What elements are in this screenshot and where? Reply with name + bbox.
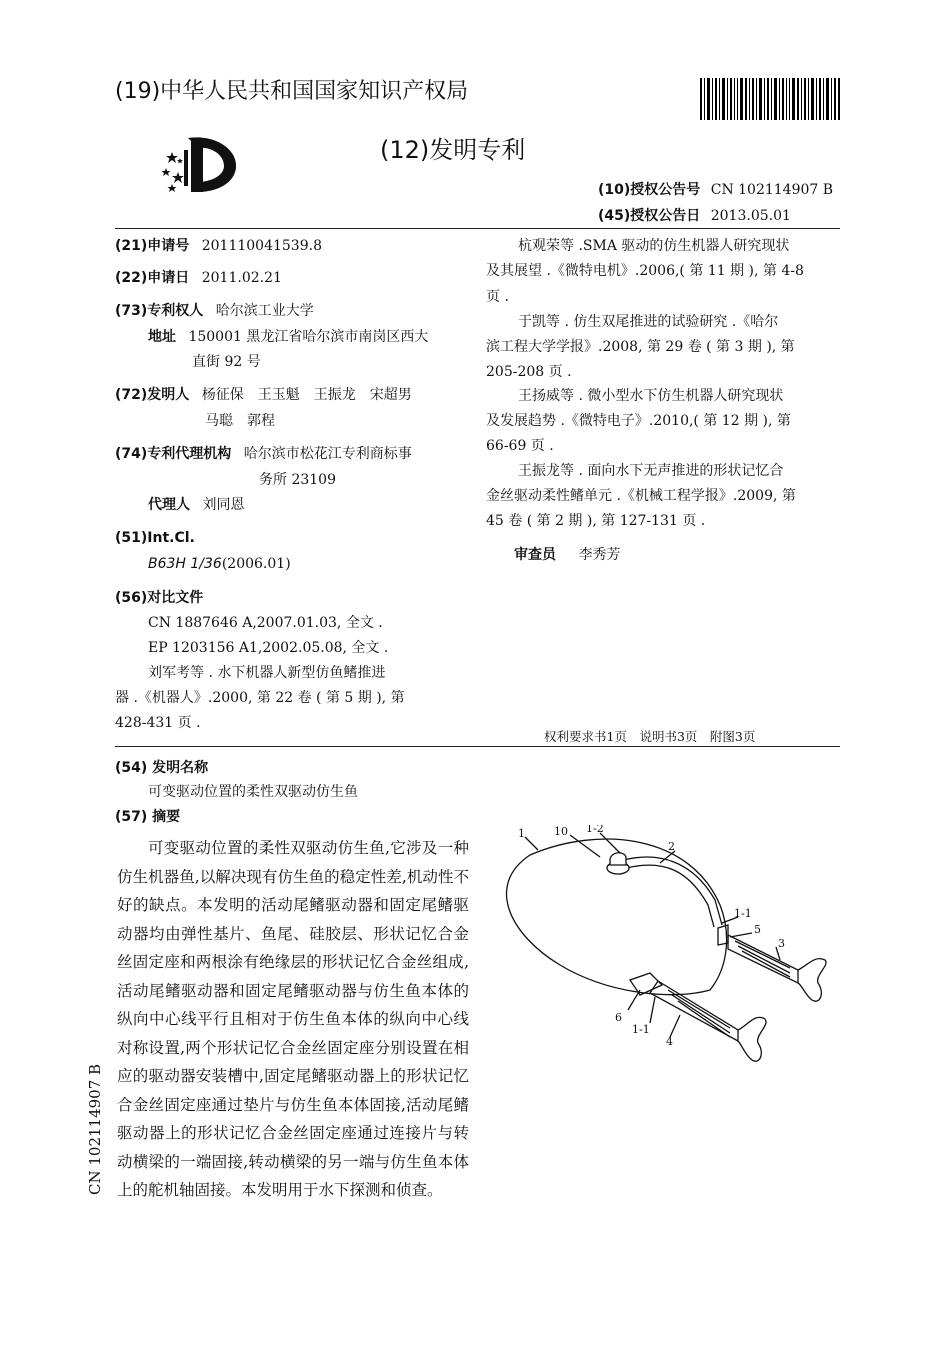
ref-item: CN 1887646 A,2007.01.03, 全文 . bbox=[148, 615, 383, 631]
address-line1: 150001 黑龙江省哈尔滨市南岗区西大 bbox=[188, 329, 429, 345]
ref-item: 王扬威等 . 微小型水下仿生机器人研究现状 bbox=[518, 388, 784, 404]
fig-label: 1-1 bbox=[632, 1023, 650, 1036]
ref-item: 金丝驱动柔性鳍单元 .《机械工程学报》.2009, 第 bbox=[486, 488, 796, 504]
pub-date-label: (45)授权公告日 bbox=[598, 208, 701, 224]
sipo-logo bbox=[158, 130, 244, 196]
patentee-label: (73)专利权人 bbox=[115, 303, 204, 319]
barcode bbox=[700, 78, 840, 120]
ref-item: 及发展趋势 .《微特电子》.2010,( 第 12 期 ), 第 bbox=[486, 413, 791, 429]
agent-label: 代理人 bbox=[148, 497, 190, 513]
section-divider bbox=[115, 746, 840, 747]
app-no-label: (21)申请号 bbox=[115, 238, 190, 254]
pub-date: 2013.05.01 bbox=[710, 208, 791, 224]
intcl-class: B63H 1/36 bbox=[148, 556, 222, 572]
agency-label: (74)专利代理机构 bbox=[115, 446, 232, 462]
fig-label: 1-2 bbox=[586, 825, 604, 835]
ref-item: 于凯等 . 仿生双尾推进的试验研究 .《哈尔 bbox=[518, 314, 779, 330]
agency-line2: 务所 23109 bbox=[259, 472, 336, 488]
ref-item: 杭观荣等 .SMA 驱动的仿生机器人研究现状 bbox=[518, 238, 790, 254]
pub-no-label: (10)授权公告号 bbox=[598, 182, 701, 198]
pub-no: CN 102114907 B bbox=[710, 182, 834, 198]
page-counts: 权利要求书1页 说明书3页 附图3页 bbox=[544, 729, 756, 744]
app-no: 201110041539.8 bbox=[201, 238, 322, 254]
side-number-text: CN 102114907 B bbox=[86, 1063, 104, 1195]
inventors-label: (72)发明人 bbox=[115, 387, 190, 403]
app-date: 2011.02.21 bbox=[201, 270, 282, 286]
side-number bbox=[86, 1065, 108, 1195]
address-label: 地址 bbox=[148, 329, 176, 345]
abstract-text: 可变驱动位置的柔性双驱动仿生鱼,它涉及一种仿生机器鱼,以解决现有仿生鱼的稳定性差,机动性不好的缺点。本发明的活动尾鳍驱动器和固定尾鳍驱动器均由弹性基片、鱼尾、硅胶层、形状记忆合金丝固定座和两根涂有绝缘层的形状记忆合金丝组成,活动尾鳍驱动器和固定尾鳍驱动器与仿生鱼本体的纵向中心线平行且相对于仿生鱼本体的纵向中心线对称设置,两个形状记忆合金丝固定座分别设置在相应的驱动器安装槽中,固定尾鳍驱动器上的形状记忆合金丝固定座通过垫片与仿生鱼本体固接,活动尾鳍驱动器上的形状记忆合金丝固定座通过连接片与转动横梁的一端固接,转动横梁的另一端与仿生鱼本体上的舵机轴固接。本发明用于水下探测和侦查。 bbox=[117, 839, 469, 1199]
agent: 刘同恩 bbox=[202, 497, 245, 513]
fig-label: 1-1 bbox=[734, 907, 752, 920]
invention-title: 可变驱动位置的柔性双驱动仿生鱼 bbox=[148, 784, 358, 800]
fig-label: 4 bbox=[666, 1035, 673, 1048]
abstract-label: (57) 摘要 bbox=[115, 809, 181, 825]
ref-item: 45 卷 ( 第 2 期 ), 第 127-131 页 . bbox=[486, 513, 706, 529]
inventors-line2: 马聪 郭程 bbox=[205, 413, 275, 429]
fig-label: 3 bbox=[778, 937, 785, 950]
office-name: (19)中华人民共和国国家知识产权局 bbox=[115, 79, 469, 104]
title-label: (54) 发明名称 bbox=[115, 760, 209, 776]
doc-type: (12)发明专利 bbox=[380, 136, 526, 164]
refs-label: (56)对比文件 bbox=[115, 590, 204, 606]
app-date-label: (22)申请日 bbox=[115, 270, 190, 286]
intcl-year: (2006.01) bbox=[221, 556, 291, 572]
examiner: 李秀芳 bbox=[578, 547, 621, 563]
ref-item: 页 . bbox=[486, 289, 509, 305]
fig-label: 1 bbox=[518, 827, 525, 840]
fish-drawing bbox=[490, 825, 850, 1075]
header-divider bbox=[115, 228, 840, 229]
address-line2: 直街 92 号 bbox=[192, 354, 261, 370]
inventors-line1: 杨征保 王玉魁 王振龙 宋超男 bbox=[201, 387, 412, 403]
ref-item: 及其展望 .《微特电机》.2006,( 第 11 期 ), 第 4-8 bbox=[486, 263, 804, 279]
ref-item: 205-208 页 . bbox=[486, 364, 572, 380]
fig-label: 2 bbox=[668, 840, 675, 853]
fig-label: 5 bbox=[754, 923, 761, 936]
ref-item: 428-431 页 . bbox=[115, 715, 201, 731]
ref-item: 王振龙等 . 面向水下无声推进的形状记忆合 bbox=[518, 463, 784, 479]
fig-label: 6 bbox=[615, 1011, 622, 1024]
patentee: 哈尔滨工业大学 bbox=[215, 303, 314, 319]
intcl-label: (51)Int.Cl. bbox=[115, 530, 195, 546]
examiner-label: 审查员 bbox=[514, 547, 556, 563]
agency-line1: 哈尔滨市松花江专利商标事 bbox=[243, 446, 412, 462]
ref-item: 66-69 页 . bbox=[486, 438, 554, 454]
fig-label: 10 bbox=[554, 825, 568, 838]
ref-item: 滨工程大学学报》.2008, 第 29 卷 ( 第 3 期 ), 第 bbox=[486, 339, 795, 355]
ref-item: EP 1203156 A1,2002.05.08, 全文 . bbox=[148, 640, 389, 656]
ref-item: 器 .《机器人》.2000, 第 22 卷 ( 第 5 期 ), 第 bbox=[115, 690, 405, 706]
ref-item: 刘军考等 . 水下机器人新型仿鱼鳍推进 bbox=[148, 665, 386, 681]
